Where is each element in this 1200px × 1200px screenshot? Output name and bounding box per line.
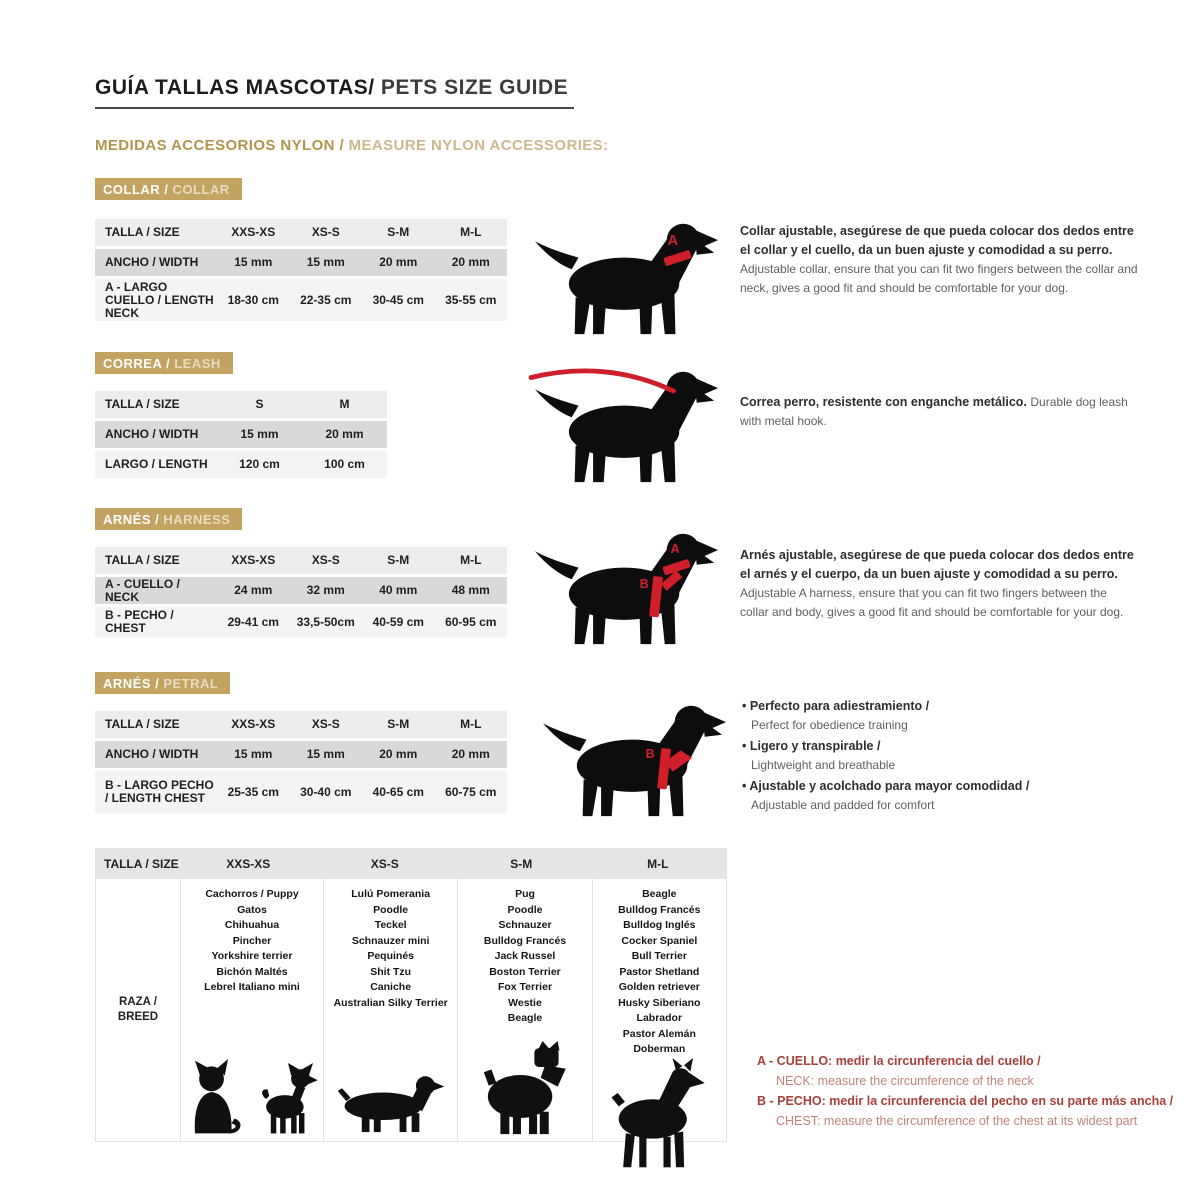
row-label: B - LARGO PECHO / LENGTH CHEST (105, 778, 214, 805)
svg-text:B: B (639, 576, 649, 591)
petral-badge-es: ARNÉS / (103, 676, 164, 691)
list-item: S-M (387, 225, 410, 239)
dog-with-harness-icon (528, 524, 724, 653)
row-values (217, 771, 507, 813)
silhouettes (336, 1069, 446, 1135)
row-values (217, 577, 507, 604)
row-values (217, 741, 507, 768)
row-values (217, 279, 507, 321)
list-item: 20 mm (379, 747, 418, 761)
list-item: 60-95 cm (445, 614, 497, 629)
size-label: TALLA / SIZE (105, 717, 180, 731)
table-row (95, 711, 507, 738)
list-item: Schnauzer mini (351, 934, 430, 947)
breed-column-xxs-xs (180, 879, 323, 1141)
list-item: Westie (508, 996, 542, 1009)
list-item: 100 cm (324, 457, 365, 471)
list-item: 40-65 cm (372, 784, 424, 799)
list-item: 120 cm (239, 457, 280, 471)
list-item: 32 mm (306, 583, 345, 597)
measuring-notes (757, 1051, 1173, 1131)
list-item: M-L (460, 225, 482, 239)
list-item: 15 mm (240, 427, 279, 441)
silhouettes (183, 1059, 321, 1135)
list-item: Beagle (507, 1012, 543, 1024)
list-item: Pincher (232, 934, 272, 947)
breed-column-m-l (592, 879, 726, 1141)
list-item: Fox Terrier (497, 981, 553, 993)
table-row (95, 249, 507, 276)
list-item: Bull Terrier (631, 950, 687, 962)
breed-label-en: BREED (117, 1011, 159, 1023)
bullet-es: • Ligero y transpirable / (742, 739, 881, 753)
harness-desc-es: Arnés ajustable, asegúrese de que pueda colocar dos dedos entre el arnés y el cuerpo, da un buen ajuste y comodidad a su perro. (740, 548, 1134, 581)
list-item: Labrador (636, 1012, 683, 1024)
list-item: 30-40 cm (300, 784, 352, 799)
list-item: XXS-XS (231, 717, 276, 731)
leash-desc-en: Durable dog leash with metal hook. (740, 395, 1128, 428)
list-item: Bulldog Inglés (623, 919, 696, 931)
size-label: TALLA / SIZE (105, 553, 180, 567)
page-subtitle-es: MEDIDAS ACCESORIOS NYLON / (95, 137, 349, 154)
table-row (95, 279, 507, 321)
list-item: XXS-XS (231, 225, 276, 239)
list-item: 48 mm (451, 583, 490, 597)
list-item: M-L (647, 856, 669, 871)
list-item: M-L (460, 717, 482, 731)
list-item: S-M (387, 717, 410, 731)
list-item: Husky Siberiano (618, 996, 701, 1009)
doberman-icon (609, 1058, 709, 1170)
list-item: 40-59 cm (372, 614, 424, 629)
list-item: Yorkshire terrier (211, 950, 293, 962)
list-item: 20 mm (451, 255, 490, 269)
harness-description (740, 546, 1138, 622)
list-item: 35-55 cm (445, 292, 497, 307)
list-item: 30-45 cm (372, 292, 424, 307)
list-item: XXS-XS (226, 856, 271, 871)
list-item: Jack Russel (494, 950, 556, 962)
page-title-es: GUÍA TALLAS MASCOTAS/ (95, 76, 375, 99)
table-row (95, 547, 507, 574)
breed-list (204, 887, 300, 996)
size-label: TALLA / SIZE (105, 225, 180, 239)
bullet-es: • Ajustable y acolchado para mayor comodidad / (742, 779, 1030, 793)
collar-badge-en: COLLAR (172, 182, 230, 197)
list-item: M-L (460, 553, 482, 567)
list-item: S-M (387, 553, 410, 567)
bullet-es: • Perfecto para adiestramiento / (742, 699, 930, 713)
list-item: S (255, 397, 264, 411)
list-item: 60-75 cm (445, 784, 497, 799)
collar-badge-es: COLLAR / (103, 182, 173, 197)
size-values (217, 391, 387, 418)
list-item: XS-S (311, 553, 340, 567)
collar-table (95, 219, 507, 324)
list-item: 15 mm (234, 747, 273, 761)
list-item: Shit Tzu (370, 965, 412, 978)
collar-desc-en: Adjustable collar, ensure that you can fit two fingers between the collar and neck, gives a good fit and should be comfortable for your dog. (740, 262, 1138, 295)
row-values (217, 451, 387, 478)
list-item: Pequinés (367, 950, 414, 962)
size-values (217, 711, 507, 738)
list-item: XS-S (311, 717, 340, 731)
note-a-es: A - CUELLO: medir la circunferencia del cuello / (757, 1054, 1041, 1068)
bullet-item (742, 697, 1142, 735)
page-title (95, 76, 574, 109)
list-item: Caniche (370, 981, 412, 993)
collar-badge (95, 178, 242, 200)
list-item: M (339, 397, 350, 411)
list-item: 20 mm (379, 255, 418, 269)
list-item: Poodle (373, 903, 409, 916)
breed-row-label (96, 879, 180, 1141)
list-item: XS-S (370, 856, 399, 871)
svg-text:B: B (645, 747, 655, 761)
petral-table (95, 711, 507, 816)
list-item: Cocker Spaniel (621, 934, 698, 947)
leash-description (740, 393, 1138, 431)
page-title-en: PETS SIZE GUIDE (374, 76, 569, 99)
size-values (217, 219, 507, 246)
list-item: Beagle (642, 888, 677, 900)
cat-icon (183, 1059, 245, 1135)
svg-text:A: A (670, 542, 680, 557)
list-item: Australian Silky Terrier (333, 996, 448, 1009)
list-item: 18-30 cm (227, 292, 279, 307)
list-item: XXS-XS (231, 553, 276, 567)
collar-description (740, 222, 1138, 298)
harness-badge-en: HARNESS (163, 512, 231, 527)
list-item: Bulldog Francés (618, 903, 701, 916)
row-label: ANCHO / WIDTH (105, 747, 199, 761)
list-item: Doberman (633, 1043, 686, 1055)
table-row (95, 451, 387, 478)
leash-desc-es: Correa perro, resistente con enganche metálico. (740, 395, 1027, 409)
table-row (95, 219, 507, 246)
harness-table (95, 547, 507, 640)
row-label: A - LARGO CUELLO / LENGTH NECK (105, 279, 214, 320)
page-subtitle-en: MEASURE NYLON ACCESSORIES: (348, 137, 609, 154)
list-item: Lebrel Italiano mini (204, 981, 300, 993)
breed-label-es: RAZA / (119, 996, 157, 1008)
list-item: Gatos (237, 903, 267, 916)
row-label: ANCHO / WIDTH (105, 255, 199, 269)
petral-badge (95, 672, 230, 694)
breed-list (334, 887, 448, 1011)
silhouettes (481, 1041, 569, 1135)
list-item: 22-35 cm (300, 292, 352, 307)
list-item: Lulú Pomerania (351, 888, 431, 900)
list-item: 33,5-50cm (296, 614, 355, 629)
list-item: Chihuahua (224, 919, 280, 931)
svg-text:A: A (667, 233, 679, 249)
note-b-en: CHEST: measure the circumference of the chest at its widest part (776, 1114, 1138, 1128)
silhouettes (609, 1058, 709, 1170)
list-item: 20 mm (325, 427, 364, 441)
breed-table (95, 848, 727, 1142)
bullet-item (742, 777, 1142, 815)
petral-bullets (742, 697, 1142, 817)
list-item: Teckel (374, 919, 407, 931)
list-item: 25-35 cm (227, 784, 279, 799)
list-item: 15 mm (306, 747, 345, 761)
table-row (95, 771, 507, 813)
note-b-es: B - PECHO: medir la circunferencia del pecho en su parte más ancha / (757, 1094, 1174, 1108)
list-item: 20 mm (451, 747, 490, 761)
breed-list (484, 887, 566, 1027)
bullet-en: Lightweight and breathable (751, 758, 896, 772)
leash-badge (95, 352, 233, 374)
list-item: Boston Terrier (489, 965, 561, 978)
size-label: TALLA / SIZE (105, 397, 180, 411)
list-item: 15 mm (306, 255, 345, 269)
list-item: XS-S (311, 225, 340, 239)
breed-list (618, 887, 700, 1058)
leash-badge-es: CORREA / (103, 356, 175, 371)
row-values (217, 607, 507, 637)
table-row (95, 421, 387, 448)
list-item: Pastor Alemán (622, 1027, 696, 1040)
chihuahua-icon (255, 1063, 321, 1135)
bullet-en: Adjustable and padded for comfort (751, 798, 935, 812)
harness-badge-es: ARNÉS / (103, 512, 164, 527)
harness-badge (95, 508, 242, 530)
dachshund-icon (336, 1069, 446, 1135)
breed-column-xs-s (323, 879, 457, 1141)
breed-table-header (96, 849, 726, 879)
size-label: TALLA / SIZE (104, 857, 179, 871)
list-item: 40 mm (379, 583, 418, 597)
row-values (217, 421, 387, 448)
list-item: Pastor Shetland (619, 965, 700, 978)
harness-desc-en: Adjustable A harness, ensure that you can fit two fingers between the collar and body, gives a good fit and should be comfortable for your dog. (740, 586, 1124, 619)
list-item: Golden retriever (618, 981, 700, 993)
petral-badge-en: PETRAL (163, 676, 219, 691)
breed-column-s-m (457, 879, 591, 1141)
list-item: S-M (510, 856, 533, 871)
leash-table (95, 391, 387, 481)
row-label: ANCHO / WIDTH (105, 427, 199, 441)
breed-table-body (96, 879, 726, 1141)
collar-desc-es: Collar ajustable, asegúrese de que pueda colocar dos dedos entre el collar y el cuello, da un buen ajuste y comodidad a su perro. (740, 224, 1134, 257)
row-label: B - PECHO / CHEST (105, 608, 174, 635)
list-item: Bichón Maltés (216, 965, 288, 978)
list-item: 29-41 cm (227, 614, 279, 629)
leash-badge-en: LEASH (174, 356, 221, 371)
bullet-en: Perfect for obedience training (751, 718, 908, 732)
page-subtitle (95, 137, 608, 154)
note-a-en: NECK: measure the circumference of the neck (776, 1074, 1034, 1088)
row-label: A - CUELLO / NECK (105, 576, 180, 604)
table-row (95, 577, 507, 604)
table-row (95, 607, 507, 637)
row-label: LARGO / LENGTH (105, 457, 208, 471)
row-values (217, 249, 507, 276)
size-values (180, 849, 726, 879)
dog-with-petral-icon (536, 696, 732, 825)
list-item: 24 mm (234, 583, 273, 597)
list-item: Cachorros / Puppy (205, 888, 299, 900)
size-values (217, 547, 507, 574)
list-item: Bulldog Francés (483, 934, 567, 947)
list-item: 15 mm (234, 255, 273, 269)
schnauzer-icon (481, 1041, 569, 1135)
list-item: Pug (515, 888, 535, 900)
list-item: Schnauzer (498, 919, 552, 931)
bullet-item (742, 737, 1142, 775)
dog-with-collar-icon (528, 214, 724, 343)
table-row (95, 741, 507, 768)
list-item: Poodle (507, 903, 543, 916)
dog-with-leash-icon (528, 362, 724, 491)
table-row (95, 391, 387, 418)
